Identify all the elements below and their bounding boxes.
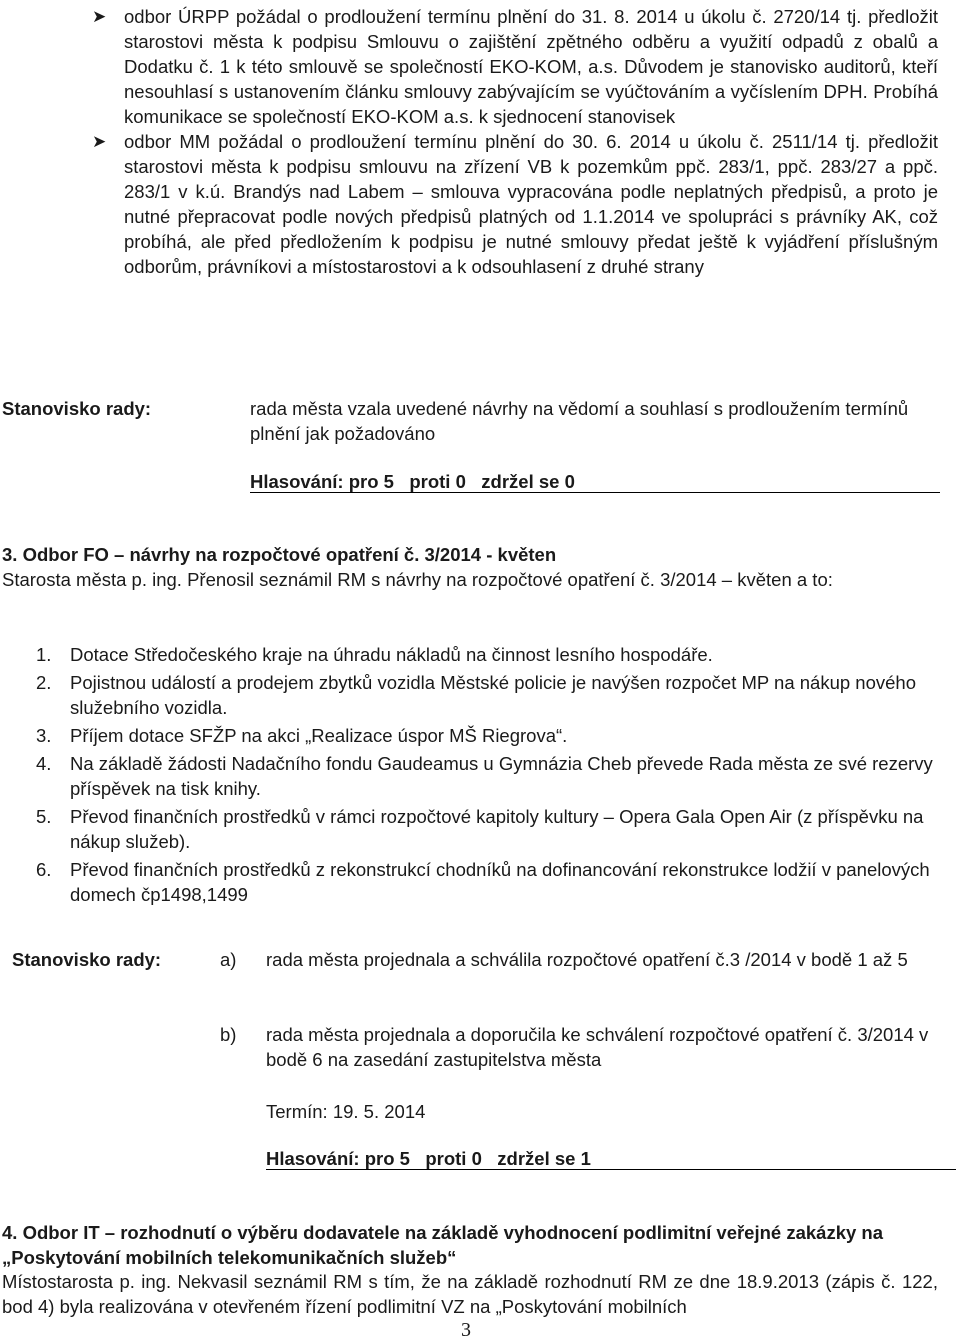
section-heading: 3. Odbor FO – návrhy na rozpočtové opatření č. 3/2014 - květen <box>2 544 557 565</box>
stanovisko-label: Stanovisko rady: <box>2 398 152 419</box>
bullet-text: odbor MM požádal o prodloužení termínu plnění do 30. 6. 2014 u úkolu č. 2511/14 tj. předložit starostovi města k podpisu smlouvu na zřízení VB k pozemkům ppč. 283/1, ppč. 283/27 a ppč. 283/1 v k.ú. Brandýs nad Labem – smlouva vypracována podle neplatných předpisů, a proto je nutné přepracovat podle nových předpisů platných od 1.1.2014 ve spolupráci s právníky AK, což probíhá, ale před předložením k podpisu je nutné smlouvy předat ještě k vyjádření příslušným odborům, právníkovi a místostarostovi a k odsouhlasení z druhé strany <box>124 131 938 277</box>
list-item <box>36 642 936 667</box>
option-a-text: rada města projednala a schválila rozpočtové opatření č.3 /2014 v bodě 1 až 5 <box>266 949 908 970</box>
deadline: Termín: 19. 5. 2014 <box>266 1101 426 1122</box>
vote-result: Hlasování: pro 5 proti 0 zdržel se 0 <box>250 471 575 492</box>
divider <box>250 492 940 493</box>
list-text: Převod finančních prostředků z rekonstrukcí chodníků na dofinancování rekonstrukce lodžií v panelových domech čp1498,1499 <box>70 859 930 905</box>
list-item <box>92 129 938 279</box>
list-item <box>36 723 936 748</box>
list-text: Příjem dotace SFŽP na akci „Realizace úspor MŠ Riegrova“. <box>70 725 568 746</box>
section-text: Místostarosta p. ing. Nekvasil seznámil RM s tím, že na základě rozhodnutí RM ze dne 18.9.2013 (zápis č. 122, bod 4) byla realizována v otevřeném řízení podlimitní VZ na „Poskytování mobilních <box>2 1271 938 1317</box>
list-item <box>92 4 938 129</box>
list-number: 3. <box>36 725 52 746</box>
list-item <box>36 670 936 720</box>
list-text: Pojistnou událostí a prodejem zbytků vozidla Městské policie je navýšen rozpočet MP na nákup nového služebního vozidla. <box>70 672 917 718</box>
arrow-bullet-icon: ➤ <box>92 7 107 26</box>
option-b-marker: b) <box>220 1024 237 1045</box>
list-item <box>36 751 936 801</box>
section-intro: Starosta města p. ing. Přenosil seznámil RM s návrhy na rozpočtové opatření č. 3/2014 – květen a to: <box>2 569 833 590</box>
list-number: 4. <box>36 753 52 774</box>
vote-result: Hlasování: pro 5 proti 0 zdržel se 1 <box>266 1148 591 1169</box>
page-number: 3 <box>461 1319 471 1341</box>
list-text: Dotace Středočeského kraje na úhradu nákladů na činnost lesního hospodáře. <box>70 644 713 665</box>
list-item <box>36 804 936 854</box>
list-text: Na základě žádosti Nadačního fondu Gaudeamus u Gymnázia Cheb převede Rada města ze své rezervy příspěvek na tisk knihy. <box>70 753 933 799</box>
bullet-list <box>92 4 938 279</box>
arrow-bullet-icon: ➤ <box>92 132 107 151</box>
option-b-text: rada města projednala a doporučila ke schválení rozpočtové opatření č. 3/2014 v bodě 6 na zasedání zastupitelstva města <box>266 1024 929 1070</box>
list-number: 1. <box>36 644 52 665</box>
list-text: Převod finančních prostředků v rámci rozpočtové kapitoly kultury – Opera Gala Open Air (z příspěvku na nákup služeb). <box>70 806 924 852</box>
list-number: 2. <box>36 672 52 693</box>
option-a-marker: a) <box>220 949 237 970</box>
bullet-text: odbor ÚRPP požádal o prodloužení termínu plnění do 31. 8. 2014 u úkolu č. 2720/14 tj. předložit starostovi města k podpisu Smlouvu o zajištění zpětného odběru a využití odpadů z obalů a Dodatku č. 1 k této smlouvě se společností EKO-KOM, a.s. Důvodem je stanovisko auditorů, kteří nesouhlasí s ustanovením článku smlouvy zabývajícím se vyúčtováním a vyčíslením DPH. Probíhá komunikace se společností EKO-KOM a.s. k sjednocení stanovisek <box>124 6 938 127</box>
list-number: 6. <box>36 859 52 880</box>
section-heading: 4. Odbor IT – rozhodnutí o výběru dodavatele na základě vyhodnocení podlimitní veřejné zakázky na „Poskytování mobilních telekomunikačních služeb“ <box>2 1222 884 1268</box>
numbered-list <box>36 642 936 910</box>
divider <box>266 1169 956 1170</box>
stanovisko-text: rada města vzala uvedené návrhy na vědomí a souhlasí s prodloužením termínů plnění jak požadováno <box>250 398 909 444</box>
stanovisko-label: Stanovisko rady: <box>12 949 162 970</box>
list-number: 5. <box>36 806 52 827</box>
list-item <box>36 857 936 907</box>
